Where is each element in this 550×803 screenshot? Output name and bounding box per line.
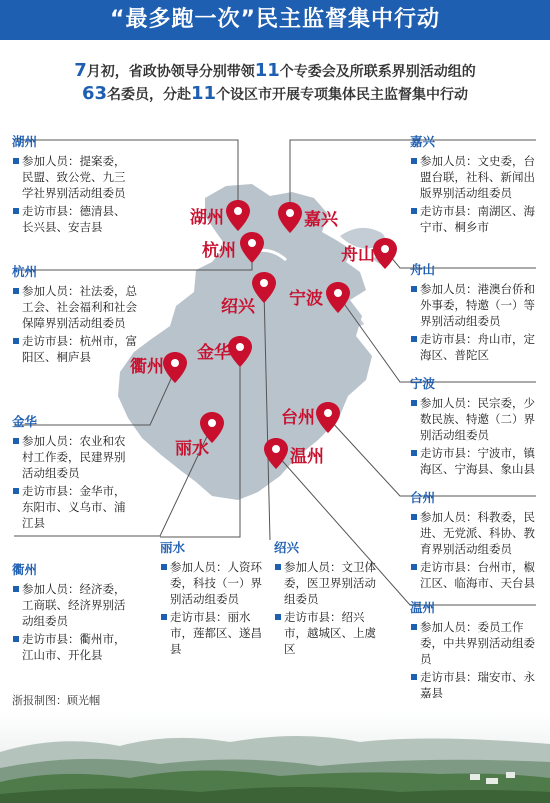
visits-text: 走访市县：南湖区、海宁市、桐乡市 (410, 203, 540, 235)
pin-label-jinhua: 金华 (197, 343, 231, 363)
visits-text: 走访市县：绍兴市，越城区、上虞区 (274, 609, 384, 657)
city-block-quzhou (12, 562, 136, 665)
participants-text: 参加人员：文卫体委，医卫界别活动组委员 (274, 559, 384, 607)
visits-text: 走访市县：台州市，椒江区、临海市、天台县 (410, 559, 540, 591)
participants-text: 参加人员：提案委，民盟、致公党、九三学社界别活动组委员 (12, 153, 132, 201)
participants-text: 参加人员：科教委，民进、无党派、科协、教育界别活动组委员 (410, 509, 540, 557)
visits-text: 走访市县：瑞安市、永嘉县 (410, 669, 540, 701)
city-block-jiaxing (410, 134, 540, 237)
visits-text: 走访市县：金华市，东阳市、义乌市、浦江县 (12, 483, 136, 531)
landscape-photo (0, 712, 550, 803)
credit-text: 浙报制图：顾光帼 (12, 694, 100, 707)
city-name: 宁波 (410, 376, 436, 391)
intro-line-1: 7月初，省政协领导分别带领11个专委会及所联系界别活动组的 (74, 60, 476, 81)
pin-label-zhoushan: 舟山 (341, 245, 375, 265)
city-name: 台州 (410, 490, 436, 505)
page-title: “最多跑一次”民主监督集中行动 (0, 0, 550, 40)
city-name: 嘉兴 (410, 134, 436, 149)
pin-zhoushan (373, 238, 397, 269)
visits-text: 走访市县：杭州市，富阳区、桐庐县 (12, 333, 140, 365)
city-name: 金华 (12, 414, 38, 429)
city-name: 舟山 (410, 262, 436, 277)
city-block-shaoxing (274, 540, 384, 659)
city-block-jinhua (12, 414, 136, 533)
visits-text: 走访市县：衢州市，江山市、开化县 (12, 631, 136, 663)
pin-label-wenzhou: 温州 (290, 447, 324, 467)
pin-label-shaoxing: 绍兴 (221, 297, 255, 317)
city-name: 绍兴 (274, 540, 300, 555)
pin-label-lishui: 丽水 (175, 439, 209, 459)
city-name: 杭州 (12, 264, 38, 279)
city-block-hangzhou (12, 264, 140, 367)
pin-label-hangzhou: 杭州 (202, 241, 236, 261)
city-name: 温州 (410, 600, 436, 615)
city-block-huzhou (12, 134, 132, 237)
city-block-taizhou (410, 490, 540, 593)
participants-text: 参加人员：委员工作委，中共界别活动组委员 (410, 619, 540, 667)
pin-label-ningbo: 宁波 (289, 289, 323, 309)
intro-line-2: 63名委员，分赴11个设区市开展专项集体民主监督集中行动 (81, 83, 469, 104)
city-block-zhoushan (410, 262, 540, 365)
city-name: 丽水 (160, 540, 186, 555)
visits-text: 走访市县：宁波市，镇海区、宁海县、象山县 (410, 445, 540, 477)
participants-text: 参加人员：农业和农村工作委，民建界别活动组委员 (12, 433, 136, 481)
visits-text: 走访市县：丽水市，莲都区、遂昌县 (160, 609, 264, 657)
city-block-lishui (160, 540, 264, 659)
participants-text: 参加人员：人资环委，科技（一）界别活动组委员 (160, 559, 264, 607)
pin-label-taizhou: 台州 (281, 408, 315, 428)
visits-text: 走访市县：舟山市，定海区、普陀区 (410, 331, 540, 363)
participants-text: 参加人员：民宗委，少数民族、特邀（二）界别活动组委员 (410, 395, 540, 443)
city-block-ningbo (410, 376, 540, 479)
city-name: 湖州 (12, 134, 38, 149)
participants-text: 参加人员：文史委，台盟台联，社科、新闻出版界别活动组委员 (410, 153, 540, 201)
pin-label-huzhou: 湖州 (190, 208, 224, 228)
visits-text: 走访市县：德清县、长兴县、安吉县 (12, 203, 132, 235)
pin-label-quzhou: 衢州 (130, 357, 164, 377)
city-name: 衢州 (12, 562, 38, 577)
participants-text: 参加人员：经济委，工商联、经济界别活动组委员 (12, 581, 136, 629)
pin-label-jiaxing: 嘉兴 (304, 210, 338, 230)
participants-text: 参加人员：港澳台侨和外事委，特邀（一）等界别活动组委员 (410, 281, 540, 329)
city-block-wenzhou (410, 600, 540, 703)
participants-text: 参加人员：社法委，总工会、社会福利和社会保障界别活动组委员 (12, 283, 140, 331)
